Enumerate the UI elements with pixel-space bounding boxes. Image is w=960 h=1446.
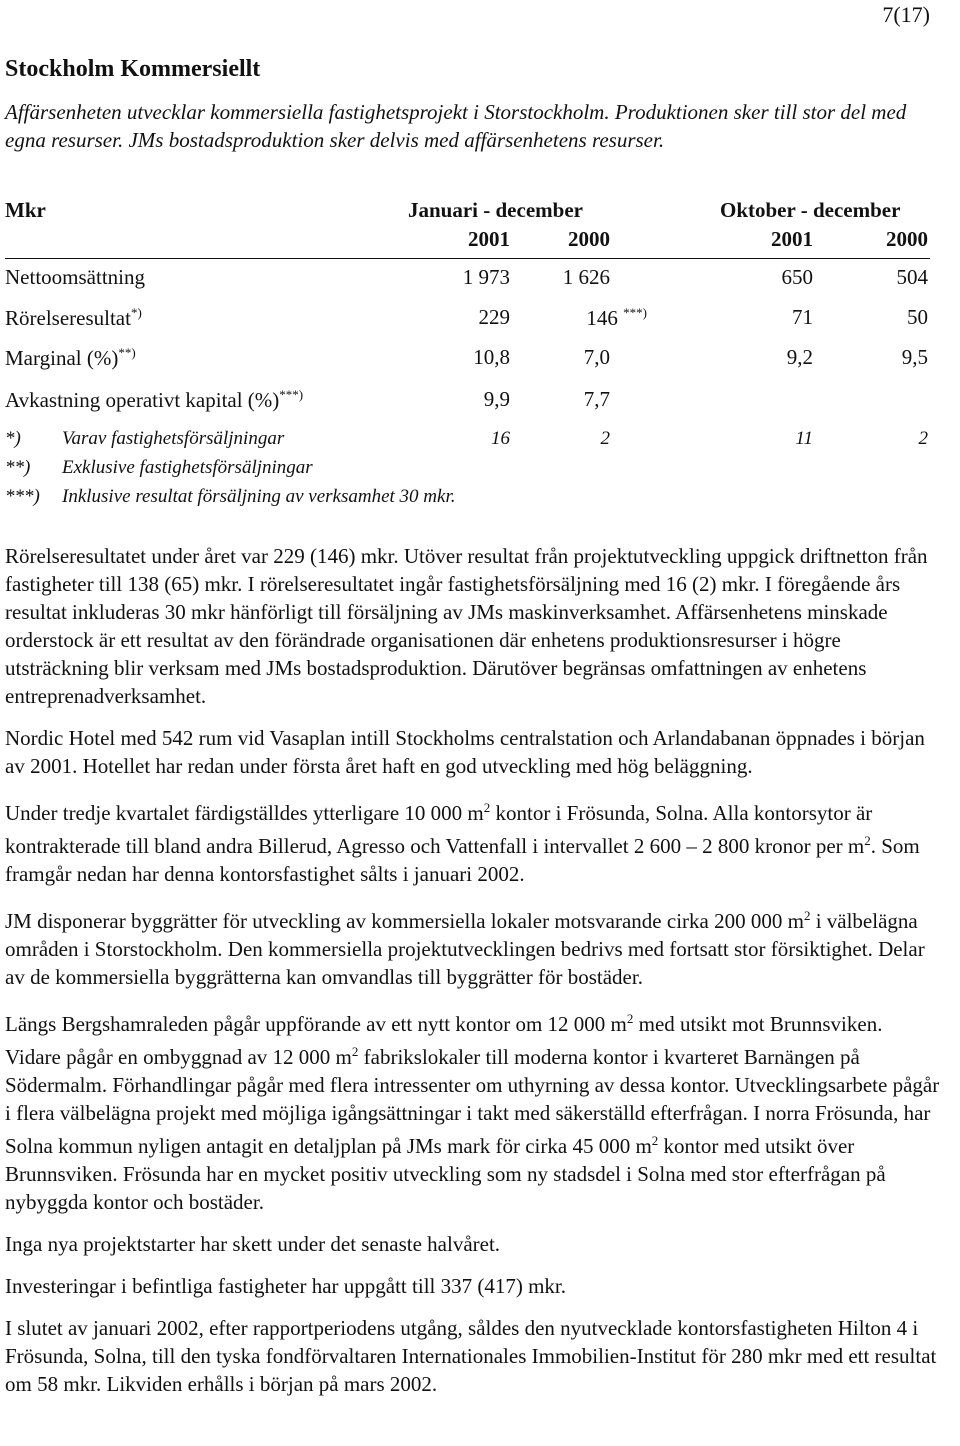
table-cell: 1 973 <box>462 265 510 289</box>
paragraph: Inga nya projektstarter har skett under det senaste halvåret. <box>5 1232 501 1256</box>
year-header: 2000 <box>568 227 610 251</box>
footnote-text: Exklusive fastighetsförsäljningar <box>62 457 313 478</box>
table-cell: 50 <box>907 305 928 329</box>
page-number: 7(17) <box>882 2 930 27</box>
footnote-value: 2 <box>918 428 928 449</box>
table-cell: 10,8 <box>473 345 510 369</box>
footnote-marker: *) <box>130 305 142 320</box>
body-text <box>5 542 940 1412</box>
footnote-text: Inklusive resultat försäljning av verksamhet 30 mkr. <box>62 486 456 507</box>
footnote-value: 2 <box>600 428 610 449</box>
row-label: Rörelseresultat*) <box>5 305 142 330</box>
paragraph: JM disponerar byggrätter för utveckling av kommersiella lokaler motsvarande cirka 200 000 $m^2$ i välbelägna områden i Storstockholm. Den kommersiella projektutvecklingen bedrivs med fortsatt stor försiktighet. Delar av de kommersiella byggrätterna kan omvandlas till byggrätter för bostäder. <box>5 908 925 989</box>
period-header-quarter: Oktober - december <box>720 198 901 222</box>
row-label: Marginal (%)**) <box>5 345 136 370</box>
intro-text: Affärsenheten utvecklar kommersiella fastighetsprojekt i Storstockholm. Produktionen sker till stor del med egna resurser. JMs bostadsproduktion sker delvis med affärsenhetens resurser. <box>5 100 907 152</box>
table-header-rule <box>5 258 930 259</box>
year-header: 2001 <box>771 227 813 251</box>
table-cell: 9,9 <box>483 387 510 411</box>
page-title: Stockholm Kommersiellt <box>5 56 261 82</box>
footnote-marker: **) <box>118 345 136 360</box>
table-cell: 504 <box>896 265 928 289</box>
footnote-marker: ***) <box>279 387 304 402</box>
footnote-text: Varav fastighetsförsäljningar <box>62 428 285 449</box>
footnote-marker: ***) <box>5 486 40 507</box>
table-cell: 9,5 <box>901 345 928 369</box>
row-label: Nettoomsättning <box>5 265 145 289</box>
year-header: 2000 <box>886 227 928 251</box>
table-cell: 650 <box>781 265 813 289</box>
paragraph: I slutet av januari 2002, efter rapportperiodens utgång, såldes den nyutvecklade kontorsfastigheten Hilton 4 i Frösunda, Solna, till den tyska fondförvaltaren Internationales Immobilien-Institut för 280 mkr med ett resultat om 58 mkr. Likviden erhålls i början på mars 2002. <box>5 1316 937 1396</box>
unit-label: Mkr <box>5 198 46 222</box>
table-cell: 146 ***) <box>586 305 647 330</box>
table-cell: 229 <box>478 305 510 329</box>
table-cell: 7,7 <box>583 387 610 411</box>
table-cell: 9,2 <box>786 345 813 369</box>
footnote-marker: *) <box>5 428 21 449</box>
table-cell: 7,0 <box>583 345 610 369</box>
table-cell: 1 626 <box>562 265 610 289</box>
row-label: Avkastning operativt kapital (%)***) <box>5 387 304 412</box>
period-header-full-year: Januari - december <box>408 198 583 222</box>
footnote-marker: **) <box>5 457 31 478</box>
paragraph: Nordic Hotel med 542 rum vid Vasaplan intill Stockholms centralstation och Arlandabanan öppnades i början av 2001. Hotellet har redan under första året haft en god utveckling med hög beläggning. <box>5 726 925 778</box>
paragraph: Investeringar i befintliga fastigheter har uppgått till 337 (417) mkr. <box>5 1274 567 1298</box>
footnote-marker: ***) <box>623 305 647 320</box>
paragraph: Under tredje kvartalet färdigställdes ytterligare 10 000 $m^2$ kontor i Frösunda, Solna. Alla kontorsytor är kontrakterade till bland andra Billerud, Agresso och Vattenfall i intervallet 2 600 – 2 800 kronor per $m^2$. Som framgår nedan har denna kontorsfastighet sålts i januari 2002. <box>5 800 920 886</box>
footnote-value: 16 <box>491 428 510 449</box>
year-header: 2001 <box>468 227 510 251</box>
paragraph: Rörelseresultatet under året var 229 (146) mkr. Utöver resultat från projektutveckling uppgick driftnetton från fastigheter till 138 (65) mkr. I rörelseresultatet ingår fastighetsförsäljning med 16 (2) mkr. I föregående års resultat inkluderas 30 mkr hänförligt till försäljning av JMs maskinverksamhet. Affärsenhetens minskade orderstock är ett resultat av den förändrade organisationen där enhetens produktionsresurser i högre utsträckning blir verksam med JMs bostadsproduktion. Därutöver begränsas omfattningen av enhetens entreprenadverksamhet. <box>5 544 928 708</box>
footnote-value: 11 <box>795 428 813 449</box>
paragraph: Längs Bergshamraleden pågår uppförande av ett nytt kontor om 12 000 $m^2$ med utsikt mot Brunnsviken. Vidare pågår en ombyggnad av 12 000 $m^2$ fabrikslokaler till moderna kontor i kvarteret Barnängen på Södermalm. Förhandlingar pågår med flera intressenter om uthyrning av dessa kontor. Utvecklingsarbete pågår i flera välbelägna projekt med möjliga igångsättningar i takt med säkerställd efterfrågan. I norra Frösunda, har Solna kommun nyligen antagit en detaljplan på JMs mark för cirka 45 000 $m^2$ kontor med utsikt över Brunnsviken. Frösunda har en mycket positiv utveckling som ny stadsdel i Solna med stor efterfrågan på nybyggda kontor och bostäder. <box>5 1011 940 1214</box>
table-cell: 71 <box>792 305 813 329</box>
